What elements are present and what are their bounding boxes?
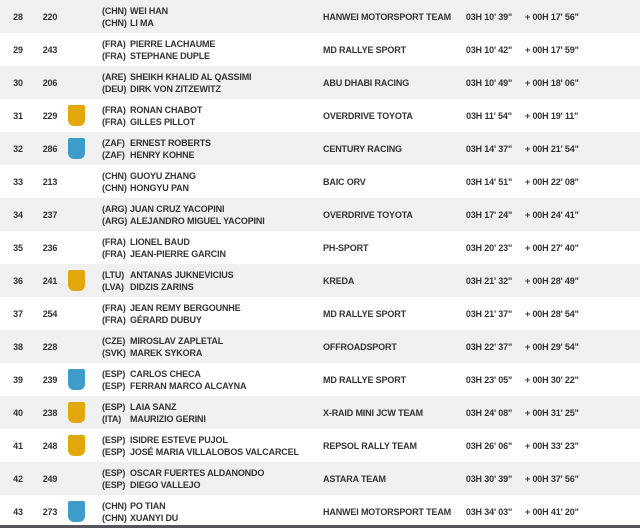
codriver-line xyxy=(102,17,320,29)
badge-cell xyxy=(64,264,100,297)
car-number: 248 xyxy=(42,440,58,451)
driver-name: WEI HAN xyxy=(130,5,168,16)
gap-to-leader: + 00H 27' 40" xyxy=(525,242,579,253)
driver-country-code: (CHN) xyxy=(102,5,127,16)
crew-names xyxy=(100,500,320,524)
car-number: 236 xyxy=(42,242,58,253)
driver-line xyxy=(102,500,320,512)
yellow-shield-badge-icon xyxy=(68,435,85,456)
crew-names xyxy=(100,467,320,491)
codriver-country-code: (ESP) xyxy=(102,479,126,490)
team-name: X-RAID MINI JCW TEAM xyxy=(323,407,423,418)
crew-names xyxy=(100,104,320,128)
car-number: 229 xyxy=(42,110,58,121)
codriver-name: JOSÉ MARIA VILLALOBOS VALCARCEL xyxy=(130,446,299,457)
car-number: 237 xyxy=(42,209,58,220)
car-number: 249 xyxy=(42,473,58,484)
codriver-country-code: (LVA) xyxy=(102,281,124,292)
team-name: HANWEI MOTORSPORT TEAM xyxy=(323,11,452,22)
driver-name: RONAN CHABOT xyxy=(130,104,203,115)
table-row[interactable] xyxy=(0,429,640,462)
table-row[interactable] xyxy=(0,495,640,528)
blue-shield-badge-icon xyxy=(68,501,85,522)
driver-line xyxy=(102,401,320,413)
driver-country-code: (CHN) xyxy=(102,170,127,181)
gap-to-leader: + 00H 19' 11" xyxy=(525,110,579,121)
codriver-name: DIRK VON ZITZEWITZ xyxy=(130,83,221,94)
driver-line xyxy=(102,302,320,314)
car-number: 238 xyxy=(42,407,58,418)
table-row[interactable] xyxy=(0,231,640,264)
total-time: 03H 21' 37" xyxy=(465,308,513,319)
badge-cell xyxy=(64,165,100,198)
position-rank: 29 xyxy=(13,44,23,55)
table-row[interactable] xyxy=(0,66,640,99)
gap-to-leader: + 00H 31' 25" xyxy=(525,407,579,418)
codriver-line xyxy=(102,50,320,62)
yellow-shield-badge-icon xyxy=(68,270,85,291)
total-time: 03H 17' 24" xyxy=(465,209,513,220)
position-rank: 35 xyxy=(13,242,23,253)
codriver-country-code: (FRA) xyxy=(102,50,126,61)
codriver-country-code: (SVK) xyxy=(102,347,126,358)
total-time: 03H 10' 42" xyxy=(465,44,513,55)
team-name: MD RALLYE SPORT xyxy=(323,374,406,385)
gap-to-leader: + 00H 17' 59" xyxy=(525,44,579,55)
position-rank: 42 xyxy=(13,473,23,484)
codriver-line xyxy=(102,149,320,161)
team-name: OFFROADSPORT xyxy=(323,341,397,352)
position-rank: 30 xyxy=(13,77,23,88)
driver-line xyxy=(102,5,320,17)
badge-cell xyxy=(64,495,100,528)
position-rank: 28 xyxy=(13,11,23,22)
table-row[interactable] xyxy=(0,297,640,330)
driver-country-code: (FRA) xyxy=(102,302,126,313)
codriver-country-code: (ITA) xyxy=(102,413,122,424)
gap-to-leader: + 00H 18' 06" xyxy=(525,77,579,88)
driver-line xyxy=(102,269,320,281)
codriver-name: ALEJANDRO MIGUEL YACOPINI xyxy=(130,215,265,226)
badge-cell xyxy=(64,231,100,264)
driver-name: OSCAR FUERTES ALDANONDO xyxy=(130,467,265,478)
crew-names xyxy=(100,203,320,227)
team-name: MD RALLYE SPORT xyxy=(323,44,406,55)
total-time: 03H 14' 37" xyxy=(465,143,513,154)
driver-line xyxy=(102,170,320,182)
table-row[interactable] xyxy=(0,33,640,66)
badge-cell xyxy=(64,297,100,330)
driver-name: ANTANAS JUKNEVICIUS xyxy=(130,269,234,280)
driver-line xyxy=(102,38,320,50)
position-rank: 38 xyxy=(13,341,23,352)
gap-to-leader: + 00H 30' 22" xyxy=(525,374,579,385)
codriver-name: STEPHANE DUPLE xyxy=(130,50,210,61)
blue-shield-badge-icon xyxy=(68,369,85,390)
driver-line xyxy=(102,434,320,446)
codriver-country-code: (ESP) xyxy=(102,446,126,457)
crew-names xyxy=(100,5,320,29)
badge-cell xyxy=(64,363,100,396)
driver-country-code: (ZAF) xyxy=(102,137,125,148)
codriver-line xyxy=(102,215,320,227)
driver-line xyxy=(102,467,320,479)
team-name: OVERDRIVE TOYOTA xyxy=(323,209,413,220)
badge-cell xyxy=(64,99,100,132)
driver-country-code: (ARE) xyxy=(102,71,127,82)
codriver-country-code: (CHN) xyxy=(102,17,127,28)
codriver-name: MAREK SYKORA xyxy=(130,347,203,358)
driver-country-code: (ESP) xyxy=(102,368,126,379)
driver-line xyxy=(102,104,320,116)
position-rank: 31 xyxy=(13,110,23,121)
driver-country-code: (ESP) xyxy=(102,467,126,478)
team-name: BAIC ORV xyxy=(323,176,366,187)
car-number: 239 xyxy=(42,374,58,385)
driver-country-code: (CZE) xyxy=(102,335,126,346)
codriver-country-code: (FRA) xyxy=(102,248,126,259)
badge-cell xyxy=(64,198,100,231)
crew-names xyxy=(100,302,320,326)
car-number: 243 xyxy=(42,44,58,55)
position-rank: 37 xyxy=(13,308,23,319)
total-time: 03H 26' 06" xyxy=(465,440,513,451)
table-row[interactable] xyxy=(0,0,640,33)
position-rank: 40 xyxy=(13,407,23,418)
driver-line xyxy=(102,368,320,380)
car-number: 273 xyxy=(42,506,58,517)
codriver-name: GÉRARD DUBUY xyxy=(130,314,202,325)
table-row[interactable] xyxy=(0,264,640,297)
total-time: 03H 14' 51" xyxy=(465,176,513,187)
team-name: PH-SPORT xyxy=(323,242,369,253)
total-time: 03H 34' 03" xyxy=(465,506,513,517)
gap-to-leader: + 00H 33' 23" xyxy=(525,440,579,451)
car-number: 220 xyxy=(42,11,58,22)
crew-names xyxy=(100,368,320,392)
crew-names xyxy=(100,38,320,62)
badge-cell xyxy=(64,462,100,495)
driver-line xyxy=(102,203,320,215)
gap-to-leader: + 00H 21' 54" xyxy=(525,143,579,154)
driver-name: GUOYU ZHANG xyxy=(130,170,196,181)
yellow-shield-badge-icon xyxy=(68,402,85,423)
position-rank: 33 xyxy=(13,176,23,187)
driver-line xyxy=(102,137,320,149)
codriver-line xyxy=(102,479,320,491)
total-time: 03H 23' 05" xyxy=(465,374,513,385)
total-time: 03H 21' 32" xyxy=(465,275,513,286)
driver-name: SHEIKH KHALID AL QASSIMI xyxy=(130,71,252,82)
codriver-line xyxy=(102,182,320,194)
driver-name: CARLOS CHECA xyxy=(130,368,201,379)
badge-cell xyxy=(64,330,100,363)
crew-names xyxy=(100,137,320,161)
gap-to-leader: + 00H 28' 54" xyxy=(525,308,579,319)
gap-to-leader: + 00H 17' 56" xyxy=(525,11,579,22)
driver-line xyxy=(102,335,320,347)
driver-name: ISIDRE ESTEVE PUJOL xyxy=(130,434,228,445)
position-rank: 32 xyxy=(13,143,23,154)
total-time: 03H 24' 08" xyxy=(465,407,513,418)
codriver-line xyxy=(102,83,320,95)
total-time: 03H 20' 23" xyxy=(465,242,513,253)
codriver-name: XUANYI DU xyxy=(130,512,179,523)
car-number: 206 xyxy=(42,77,58,88)
team-name: KREDA xyxy=(323,275,355,286)
driver-line xyxy=(102,71,320,83)
table-row[interactable] xyxy=(0,132,640,165)
codriver-name: DIEGO VALLEJO xyxy=(130,479,201,490)
codriver-name: DIDZIS ZARINS xyxy=(130,281,194,292)
yellow-shield-badge-icon xyxy=(68,105,85,126)
driver-country-code: (ARG) xyxy=(102,203,128,214)
driver-name: MIROSLAV ZAPLETAL xyxy=(130,335,224,346)
driver-name: LAIA SANZ xyxy=(130,401,177,412)
team-name: CENTURY RACING xyxy=(323,143,402,154)
codriver-name: HENRY KOHNE xyxy=(130,149,195,160)
codriver-name: JEAN-PIERRE GARCIN xyxy=(130,248,226,259)
codriver-country-code: (CHN) xyxy=(102,512,127,523)
badge-cell xyxy=(64,429,100,462)
badge-cell xyxy=(64,33,100,66)
codriver-line xyxy=(102,512,320,524)
team-name: HANWEI MOTORSPORT TEAM xyxy=(323,506,452,517)
table-row[interactable] xyxy=(0,165,640,198)
car-number: 241 xyxy=(42,275,58,286)
badge-cell xyxy=(64,132,100,165)
codriver-name: GILLES PILLOT xyxy=(130,116,196,127)
codriver-country-code: (ZAF) xyxy=(102,149,125,160)
codriver-line xyxy=(102,314,320,326)
badge-cell xyxy=(64,0,100,33)
codriver-country-code: (ESP) xyxy=(102,380,126,391)
table-row[interactable] xyxy=(0,396,640,429)
total-time: 03H 10' 49" xyxy=(465,77,513,88)
driver-name: ERNEST ROBERTS xyxy=(130,137,211,148)
driver-name: PIERRE LACHAUME xyxy=(130,38,216,49)
table-row[interactable] xyxy=(0,462,640,495)
codriver-country-code: (DEU) xyxy=(102,83,127,94)
table-row[interactable] xyxy=(0,99,640,132)
gap-to-leader: + 00H 24' 41" xyxy=(525,209,579,220)
codriver-name: LI MA xyxy=(130,17,154,28)
driver-name: JUAN CRUZ YACOPINI xyxy=(130,203,225,214)
total-time: 03H 30' 39" xyxy=(465,473,513,484)
gap-to-leader: + 00H 37' 56" xyxy=(525,473,579,484)
driver-name: JEAN REMY BERGOUNHE xyxy=(130,302,241,313)
team-name: OVERDRIVE TOYOTA xyxy=(323,110,413,121)
badge-cell xyxy=(64,66,100,99)
driver-name: PO TIAN xyxy=(130,500,166,511)
driver-line xyxy=(102,236,320,248)
team-name: REPSOL RALLY TEAM xyxy=(323,440,417,451)
position-rank: 43 xyxy=(13,506,23,517)
driver-country-code: (FRA) xyxy=(102,104,126,115)
codriver-name: HONGYU PAN xyxy=(130,182,189,193)
codriver-line xyxy=(102,281,320,293)
codriver-name: MAURIZIO GERINI xyxy=(130,413,206,424)
codriver-country-code: (CHN) xyxy=(102,182,127,193)
crew-names xyxy=(100,170,320,194)
team-name: ABU DHABI RACING xyxy=(323,77,410,88)
crew-names xyxy=(100,335,320,359)
driver-country-code: (ESP) xyxy=(102,401,126,412)
team-name: MD RALLYE SPORT xyxy=(323,308,406,319)
position-rank: 36 xyxy=(13,275,23,286)
car-number: 286 xyxy=(42,143,58,154)
driver-country-code: (ESP) xyxy=(102,434,126,445)
badge-cell xyxy=(64,396,100,429)
codriver-country-code: (FRA) xyxy=(102,116,126,127)
codriver-country-code: (ARG) xyxy=(102,215,128,226)
driver-name: LIONEL BAUD xyxy=(130,236,190,247)
blue-shield-badge-icon xyxy=(68,138,85,159)
car-number: 213 xyxy=(42,176,58,187)
codriver-country-code: (FRA) xyxy=(102,314,126,325)
position-rank: 39 xyxy=(13,374,23,385)
gap-to-leader: + 00H 41' 20" xyxy=(525,506,579,517)
codriver-line xyxy=(102,380,320,392)
codriver-name: FERRAN MARCO ALCAYNA xyxy=(130,380,247,391)
crew-names xyxy=(100,269,320,293)
table-row[interactable] xyxy=(0,198,640,231)
codriver-line xyxy=(102,116,320,128)
codriver-line xyxy=(102,413,320,425)
team-name: ASTARA TEAM xyxy=(323,473,386,484)
total-time: 03H 10' 39" xyxy=(465,11,513,22)
driver-country-code: (FRA) xyxy=(102,38,126,49)
crew-names xyxy=(100,401,320,425)
codriver-line xyxy=(102,446,320,458)
driver-country-code: (CHN) xyxy=(102,500,127,511)
car-number: 228 xyxy=(42,341,58,352)
total-time: 03H 22' 37" xyxy=(465,341,513,352)
driver-country-code: (FRA) xyxy=(102,236,126,247)
crew-names xyxy=(100,71,320,95)
crew-names xyxy=(100,434,320,458)
table-row[interactable] xyxy=(0,363,640,396)
codriver-line xyxy=(102,347,320,359)
position-rank: 41 xyxy=(13,440,23,451)
gap-to-leader: + 00H 29' 54" xyxy=(525,341,579,352)
car-number: 254 xyxy=(42,308,58,319)
crew-names xyxy=(100,236,320,260)
table-row[interactable] xyxy=(0,330,640,363)
codriver-line xyxy=(102,248,320,260)
position-rank: 34 xyxy=(13,209,23,220)
driver-country-code: (LTU) xyxy=(102,269,125,280)
gap-to-leader: + 00H 22' 08" xyxy=(525,176,579,187)
gap-to-leader: + 00H 28' 49" xyxy=(525,275,579,286)
total-time: 03H 11' 54" xyxy=(466,110,512,121)
